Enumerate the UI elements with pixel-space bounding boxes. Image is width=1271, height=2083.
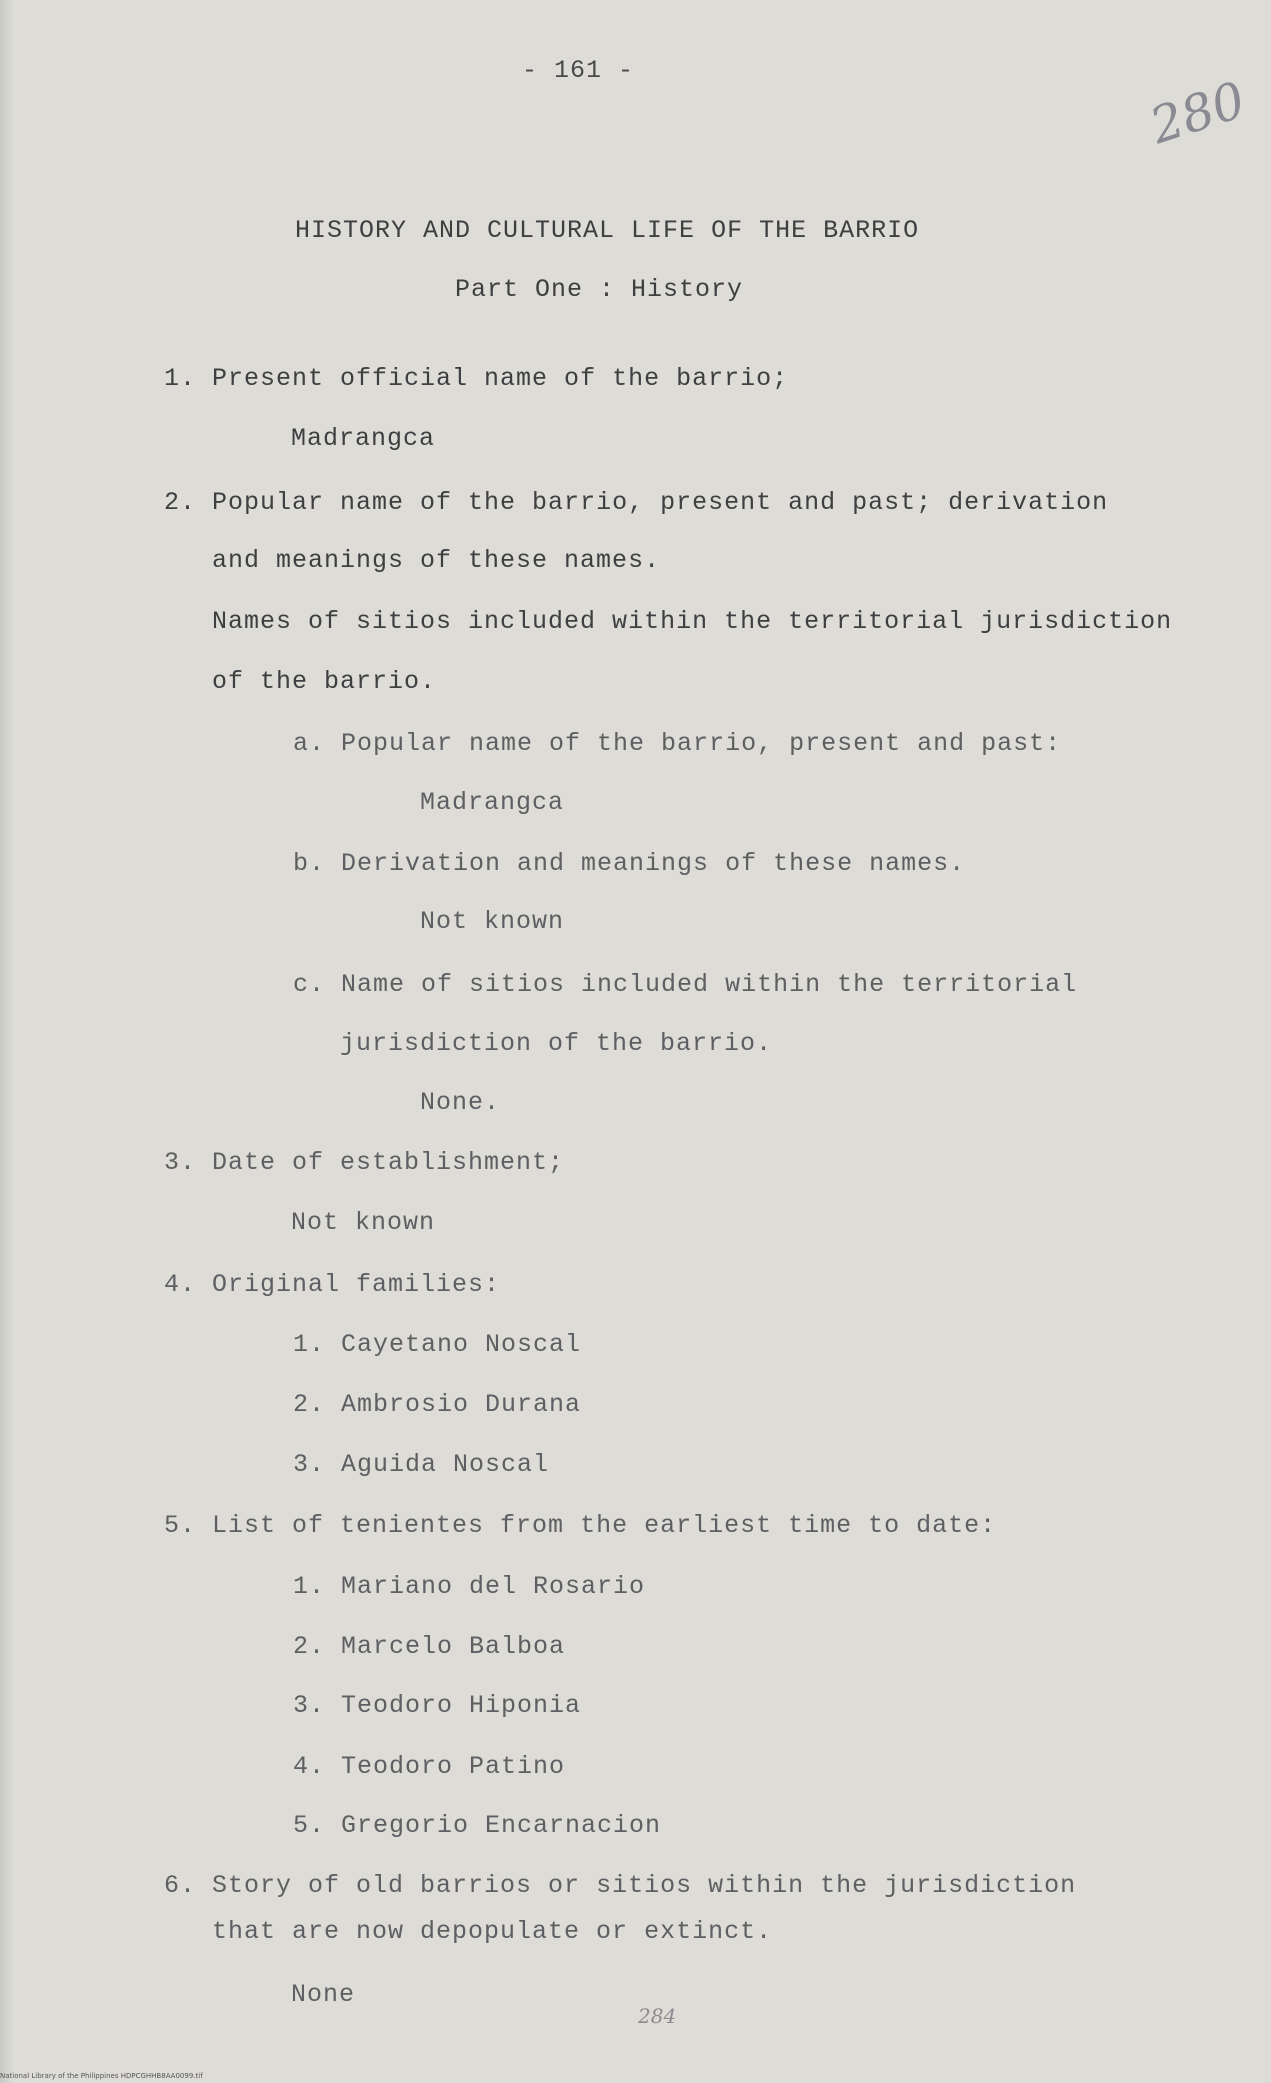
q4-question: 4. Original families: (164, 1270, 501, 1299)
q2-line-2: and meanings of these names. (212, 546, 661, 575)
q2c-question-2: jurisdiction of the barrio. (340, 1029, 773, 1058)
q1-answer: Madrangca (291, 424, 436, 453)
family-item: 3. Aguida Noscal (293, 1450, 550, 1479)
family-item: 1. Cayetano Noscal (293, 1330, 582, 1359)
q2b-question: b. Derivation and meanings of these names. (293, 849, 966, 878)
footer-credit: National Library of the Philippines HDPCGHHB8AA0099.tif (0, 2072, 203, 2080)
q2a-question: a. Popular name of the barrio, present and past: (293, 729, 1062, 758)
q6-line-1: 6. Story of old barrios or sitios within the jurisdiction (164, 1871, 1077, 1900)
document-subtitle: Part One : History (455, 275, 744, 304)
q2b-answer: Not known (420, 907, 565, 936)
q2a-answer: Madrangca (420, 788, 565, 817)
q2-line-1: 2. Popular name of the barrio, present and past; derivation (164, 488, 1109, 517)
teniente-item: 2. Marcelo Balboa (293, 1632, 566, 1661)
q2c-question-1: c. Name of sitios included within the territorial (293, 970, 1078, 999)
page-edge (0, 0, 14, 2083)
teniente-item: 3. Teodoro Hiponia (293, 1691, 582, 1720)
handwritten-page-number: 280 (1143, 70, 1253, 156)
q3-answer: Not known (291, 1208, 436, 1237)
stamp-number: 284 (638, 2004, 677, 2028)
q2c-answer: None. (420, 1088, 501, 1117)
q5-question: 5. List of tenientes from the earliest time to date: (164, 1511, 997, 1540)
teniente-item: 5. Gregorio Encarnacion (293, 1811, 662, 1840)
q3-question: 3. Date of establishment; (164, 1148, 565, 1177)
q1-question: 1. Present official name of the barrio; (164, 364, 789, 393)
q6-answer: None (291, 1980, 356, 2009)
teniente-item: 1. Mariano del Rosario (293, 1572, 646, 1601)
document-title: HISTORY AND CULTURAL LIFE OF THE BARRIO (295, 216, 920, 245)
teniente-item: 4. Teodoro Patino (293, 1752, 566, 1781)
q6-line-2: that are now depopulate or extinct. (212, 1917, 773, 1946)
q2-line-4: of the barrio. (212, 667, 437, 696)
page-number: - 161 - (522, 56, 635, 85)
q2-line-3: Names of sitios included within the territorial jurisdiction (212, 607, 1173, 636)
family-item: 2. Ambrosio Durana (293, 1390, 582, 1419)
